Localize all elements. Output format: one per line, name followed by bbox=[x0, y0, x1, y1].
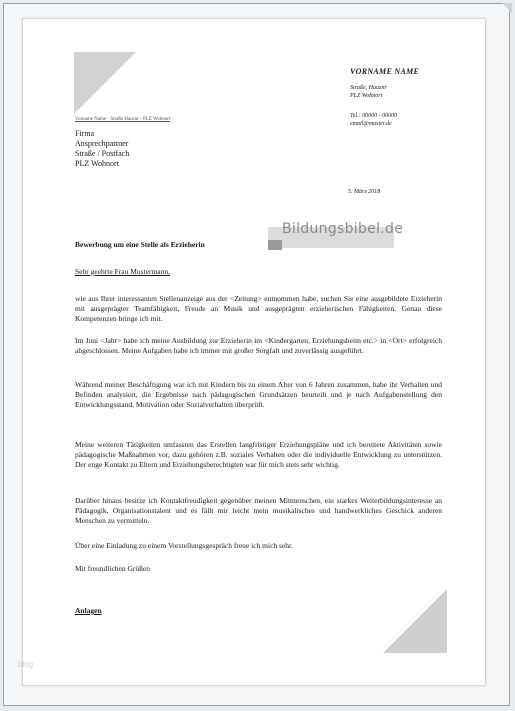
return-address: Vorname Name - Straße Hausnr - PLZ Wohnort bbox=[75, 117, 171, 122]
corner-decoration bbox=[502, 3, 512, 13]
recipient-company: Firma bbox=[75, 129, 95, 138]
footer-watermark: blog bbox=[18, 660, 34, 669]
corner-triangle-top-left bbox=[74, 52, 136, 114]
recipient-city: PLZ Wohnort bbox=[75, 159, 119, 168]
paragraph-5: Darüber hinaus besitze ich Kontaktfreudigkeit gegenüber meinen Mitmenschen, ein starkes Weiterbildungsinteresse an Pädagogik, Organisationstalent und es fällt mir leicht mein musikalisches und handwerkliches Geschick anderen Menschen zu vermitteln. bbox=[75, 496, 442, 525]
letter-subject: Bewerbung um eine Stelle als Erzieherin bbox=[75, 240, 205, 249]
closing-greeting: Mit freundlichen Grüßen bbox=[75, 564, 150, 573]
recipient-street: Straße / Postfach bbox=[75, 149, 130, 158]
letter-date: 5. März 2018 bbox=[348, 189, 381, 195]
recipient-address bbox=[75, 129, 129, 169]
salutation: Sehr geehrte Frau Mustermann, bbox=[75, 267, 170, 276]
enclosures-label: Anlagen bbox=[75, 606, 102, 615]
paragraph-3: Während meiner Beschäftigung war ich mit Kindern bis zu einem Alter von 6 Jahren zusammen, habe ihr Verhalten und Befinden analysiert, die Ergebnisse nach pädagogischen Grundsätzen beurteilt und je nach Aufgabenstellung den Entwicklungsstand, Motivation oder Sozialverhalten überprüft. bbox=[75, 380, 442, 409]
paragraph-4: Meine weiteren Tätigkeiten umfassten das Erstellen langfristiger Erziehungspläne und ich bereitete Aktivitäten sowie pädagogische Maßnahmen vor, dazu gehören z.B. soziales Verhalten oder die individuelle Entwicklung zu unterstützen. Der enge Kontakt zu Eltern und Erziehungsberechtigten war für mich stets sehr wichtig. bbox=[75, 440, 442, 469]
corner-triangle-bottom-right bbox=[383, 589, 447, 653]
sender-street: Straße, Hausnr bbox=[350, 85, 387, 91]
watermark-text: Bildungsbibel.de bbox=[282, 221, 404, 237]
paragraph-2: Im Juni <Jahr> habe ich meine Ausbildung zur Erzieherin im <Kindergarten, Erziehungsheim etc.> in <Ort> erfolgreich abgeschlossen. Meine Aufgaben habe ich immer mit großer Sorgfalt und zuverlässig ausgeführt. bbox=[75, 336, 442, 355]
sender-city: PLZ Wohnort bbox=[350, 93, 383, 99]
watermark-block bbox=[268, 240, 282, 250]
paragraph-1: wie aus Ihrer interessanten Stellenanzeige aus der <Zeitung> entnommen habe, suchen Sie eine ausgebildete Erzieherin mit ausgeprägter Teamfähigkeit, Freude an Musik und ausgeprägten erzieherischen Fähigkeiten. Genau diese Kompetenzen bringe ich mit. bbox=[75, 294, 442, 323]
sender-email: email@muster.de bbox=[350, 121, 392, 127]
closing-request: Über eine Einladung zu einem Vorstellungsgespräch freue ich mich sehr. bbox=[75, 541, 293, 550]
recipient-contact: Ansprechpartner bbox=[75, 139, 129, 148]
sender-name: VORNAME NAME bbox=[350, 67, 420, 76]
letter-page bbox=[22, 18, 486, 686]
sender-phone: Tel.: 00000 - 00000 bbox=[350, 113, 398, 119]
